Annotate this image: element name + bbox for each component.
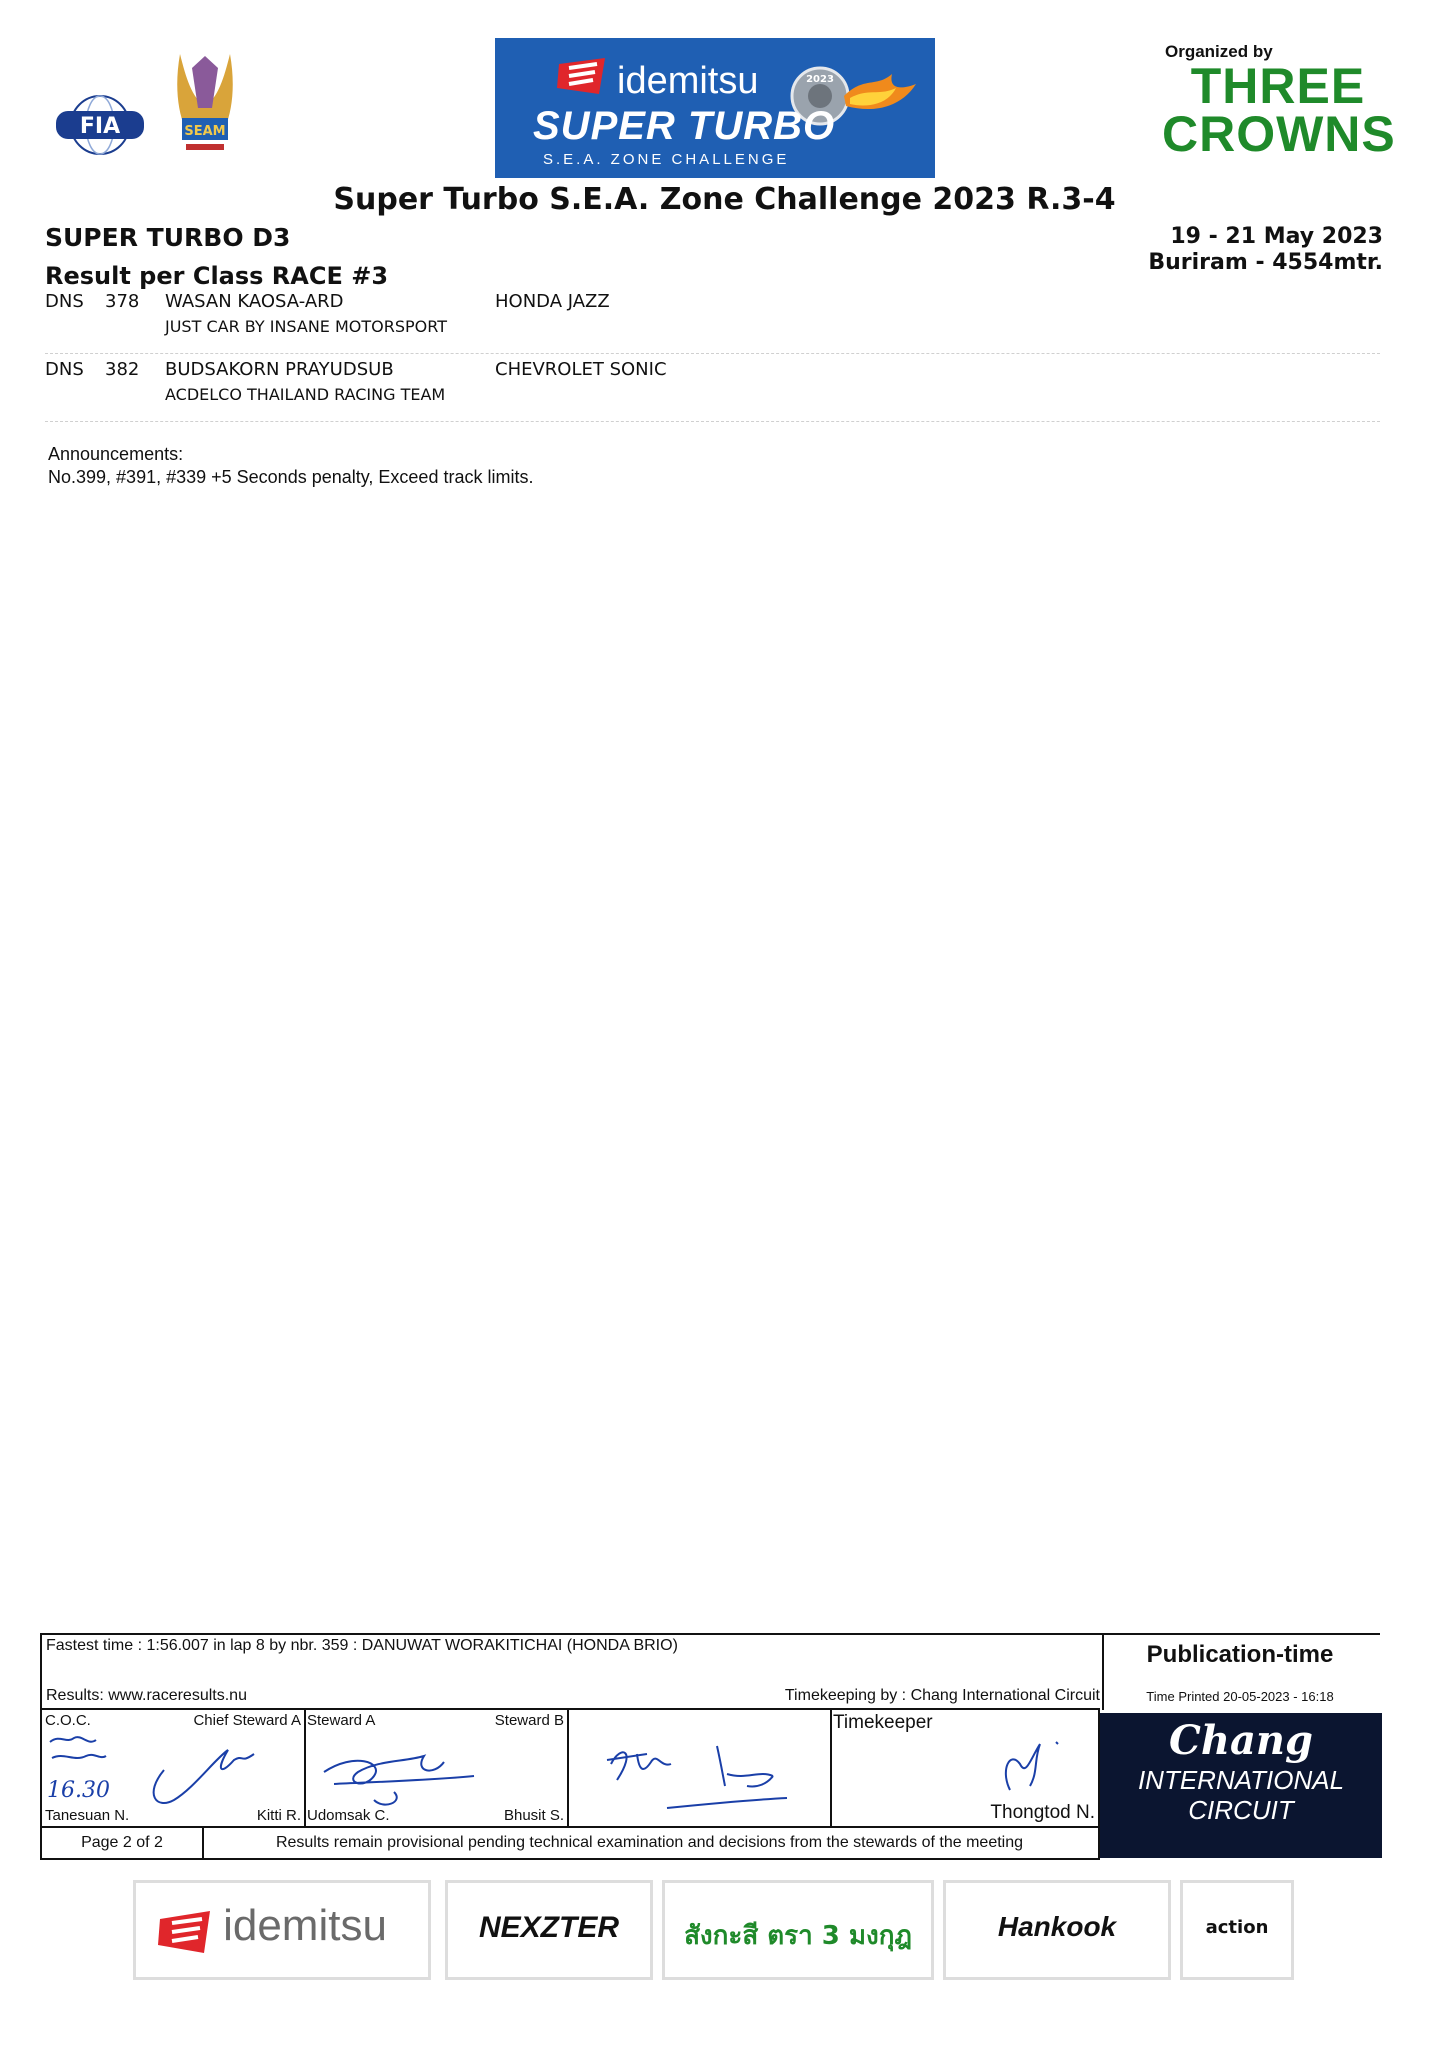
steward-b-label: Steward B [494, 1712, 564, 1729]
timekeeping-credit: Timekeeping by : Chang International Circuit [784, 1687, 1100, 1704]
chief-steward-label: Chief Steward A [193, 1712, 301, 1729]
seam-logo [172, 48, 238, 158]
row-divider [45, 353, 1380, 354]
event-date: 19 - 21 May 2023 [1170, 224, 1383, 249]
result-status: DNS [45, 359, 84, 380]
steward-a-signature [314, 1732, 514, 1812]
announcements-text: No.399, #391, #339 +5 Seconds penalty, Exceed track limits. [48, 467, 534, 487]
idemitsu-flag-icon [555, 54, 611, 98]
banner-title: SUPER TURBO [533, 104, 836, 148]
sponsor-idemitsu-text: idemitsu [223, 1901, 387, 1950]
result-team: JUST CAR BY INSANE MOTORSPORT [165, 317, 447, 336]
results-footer [40, 1633, 1382, 1863]
sponsor-three-crowns [662, 1880, 934, 1980]
seam-logo-text: SEAM [184, 124, 226, 139]
result-car: CHEVROLET SONIC [495, 359, 667, 380]
chang-logo-title: Chang [1169, 1717, 1313, 1764]
sponsor-hankook-text: Hankook [997, 1911, 1117, 1942]
sponsor-action [1180, 1880, 1294, 1980]
steward-a-label: Steward A [307, 1712, 376, 1729]
page-title: Super Turbo S.E.A. Zone Challenge 2023 R.3-4 [333, 182, 1116, 217]
results-url: Results: www.raceresults.nu [46, 1687, 247, 1704]
chang-logo-line3: CIRCUIT [1188, 1795, 1294, 1825]
coc-handwritten-time: 16.30 [47, 1778, 110, 1803]
steward-cell [304, 1710, 569, 1826]
fia-logo-text: FIA [79, 114, 121, 139]
page-bar [40, 1828, 1100, 1860]
result-driver: WASAN KAOSA-ARD [165, 291, 344, 312]
banner-year: 2023 [806, 74, 834, 85]
signature-row [40, 1708, 1100, 1828]
footer-info-box [40, 1633, 1104, 1710]
result-number: 378 [105, 291, 140, 312]
event-venue: Buriram - 4554mtr. [1148, 250, 1383, 275]
coc-label: C.O.C. [45, 1712, 91, 1729]
result-number: 382 [105, 359, 140, 380]
chang-logo-line2: INTERNATIONAL [1137, 1765, 1345, 1795]
organizer-logo: THREE CROWNS [1162, 58, 1396, 162]
result-team: ACDELCO THAILAND RACING TEAM [165, 385, 446, 404]
result-status: DNS [45, 291, 84, 312]
coc-signature [44, 1730, 304, 1810]
steward-b-signature-cell [567, 1710, 832, 1826]
timekeeper-label: Timekeeper [833, 1712, 933, 1733]
result-heading: Result per Class RACE #3 [45, 262, 389, 290]
steward-a-name: Udomsak C. [307, 1807, 390, 1824]
publication-box [1100, 1633, 1380, 1710]
sponsor-hankook [943, 1880, 1171, 1980]
coc-name: Tanesuan N. [45, 1807, 130, 1824]
organized-by-label: Organized by [1165, 42, 1273, 61]
timekeeper-name: Thongtod N. [990, 1802, 1095, 1823]
fia-logo [50, 94, 150, 156]
row-divider [45, 421, 1380, 422]
timekeeper-signature [990, 1730, 1080, 1800]
coc-chief-steward-cell [42, 1710, 306, 1826]
announcements-label: Announcements: [48, 444, 184, 464]
provisional-notice: Results remain provisional pending technical examination and decisions from the stewards of the meeting [275, 1834, 1024, 1851]
result-driver: BUDSAKORN PRAYUDSUB [165, 359, 394, 380]
sponsor-nexzter-text: NEXZTER [478, 1911, 619, 1944]
banner-brand: idemitsu [617, 60, 759, 102]
sponsor-three-crowns-text: สังกะสี ตรา 3 มงกุฎ [684, 1921, 912, 1951]
result-car: HONDA JAZZ [495, 291, 610, 312]
sponsor-nexzter [445, 1880, 653, 1980]
banner-subtitle: S.E.A. ZONE CHALLENGE [543, 151, 790, 168]
steward-b-name: Bhusit S. [503, 1807, 564, 1824]
chief-steward-name: Kitti R. [256, 1807, 301, 1824]
super-turbo-banner [495, 38, 935, 178]
publication-title: Publication-time [1146, 1641, 1334, 1668]
steward-b-signature [577, 1724, 827, 1820]
sponsor-action-text: action [1205, 1917, 1269, 1938]
page-bar-dark [1100, 1828, 1382, 1858]
page-number: Page 2 of 2 [42, 1828, 204, 1858]
chang-circuit-logo [1100, 1713, 1382, 1828]
class-title: SUPER TURBO D3 [45, 223, 291, 252]
sponsor-idemitsu [133, 1880, 431, 1980]
fastest-time: Fastest time : 1:56.007 in lap 8 by nbr. 359 : DANUWAT WORAKITICHAI (HONDA BRIO) [46, 1637, 678, 1654]
time-printed: Time Printed 20-05-2023 - 16:18 [1146, 1689, 1334, 1704]
timekeeper-cell [830, 1710, 1098, 1826]
